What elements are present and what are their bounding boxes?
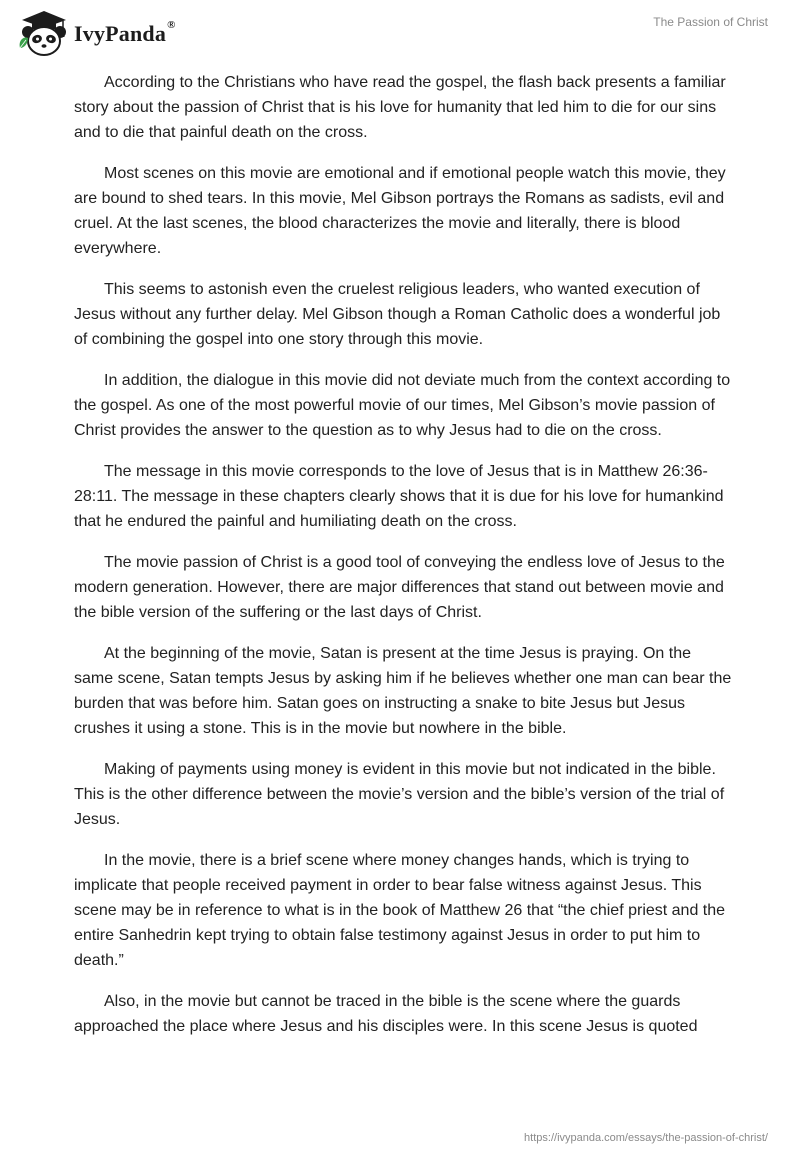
registered-mark: ®: [167, 19, 176, 31]
panda-graduate-icon: [14, 8, 70, 58]
paragraph-9: In the movie, there is a brief scene where money changes hands, which is trying to implicate that people received payment in order to bear false witness against Jesus. This scene may be in reference to what is in the book of Matthew 26 that “the chief priest and the entire Sanhedrin kept trying to obtain false testimony against Jesus in order to put him to death.”: [74, 852, 726, 969]
paragraph-1: According to the Christians who have read the gospel, the flash back presents a familiar story about the passion of Christ that is his love for humanity that led him to die for our sins and to die that painful death on the cross.: [74, 74, 726, 141]
paragraph-10: Also, in the movie but cannot be traced in the bible is the scene where the guards approached the place where Jesus and his disciples were. In this scene Jesus is quoted: [74, 993, 698, 1035]
essay-body: [74, 70, 734, 1055]
ivypanda-logo[interactable]: [14, 8, 176, 58]
paragraph-5: The message in this movie corresponds to the love of Jesus that is in Matthew 26:36-28:11. The message in these chapters clearly shows that it is due for his love for humankind that he endured the painful and humiliating death on the cross.: [74, 463, 724, 530]
page-header: [0, 0, 800, 70]
logo-wordmark: [74, 21, 176, 47]
source-url-link[interactable]: https://ivypanda.com/essays/the-passion-of-christ/: [524, 1132, 768, 1144]
paragraph-3: This seems to astonish even the cruelest religious leaders, who wanted execution of Jesus without any further delay. Mel Gibson though a Roman Catholic does a wonderful job of combining the gospel into one story through this movie.: [74, 281, 721, 348]
paragraph-6: The movie passion of Christ is a good tool of conveying the endless love of Jesus to the modern generation. However, there are major differences that stand out between movie and the bible version of the suffering or the last days of Christ.: [74, 554, 725, 621]
paragraph-7: At the beginning of the movie, Satan is present at the time Jesus is praying. On the same scene, Satan tempts Jesus by asking him if he believes whether one man can bear the burden that was before him. Satan goes on instructing a snake to bite Jesus but Jesus crushes it using a stone. This is in the movie but nowhere in the bible.: [74, 645, 732, 737]
paragraph-4: In addition, the dialogue in this movie did not deviate much from the context according to the gospel. As one of the most powerful movie of our times, Mel Gibson’s movie passion of Christ provides the answer to the question as to why Jesus had to die on the cross.: [74, 372, 731, 439]
document-title: The Passion of Christ: [653, 15, 768, 29]
paragraph-8: Making of payments using money is evident in this movie but not indicated in the bible. This is the other difference between the movie’s version and the bible’s version of the trial of Jesus.: [74, 761, 725, 828]
paragraph-2: Most scenes on this movie are emotional and if emotional people watch this movie, they are bound to shed tears. In this movie, Mel Gibson portrays the Romans as sadists, evil and cruel. At the last scenes, the blood characterizes the movie and literally, there is blood everywhere.: [74, 165, 726, 257]
logo-wordmark-text: IvyPanda: [74, 21, 167, 46]
